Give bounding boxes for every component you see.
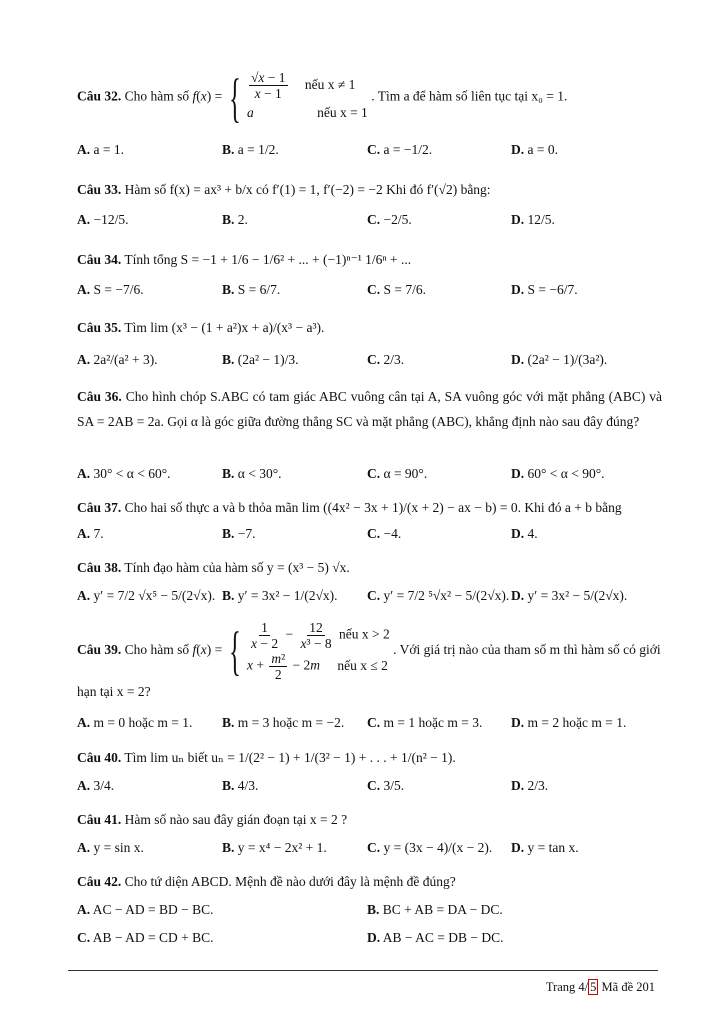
option-d[interactable]: D. 60° < α < 90°. bbox=[511, 466, 605, 481]
option-c[interactable]: C. 2/3. bbox=[367, 352, 405, 367]
option-c[interactable]: C. a = −1/2. bbox=[367, 142, 433, 157]
option-c[interactable]: C. y′ = 7/2 ⁵√x² − 5/(2√x). bbox=[367, 588, 510, 603]
case-2-value: a bbox=[246, 105, 254, 120]
question-text: Tính đạo hàm của hàm số y = (x³ − 5) √x. bbox=[124, 560, 350, 575]
question-text: Cho tứ diện ABCD. Mệnh đề nào dưới đây là mệnh đề đúng? bbox=[124, 874, 456, 889]
question-41 bbox=[77, 810, 662, 830]
question-37 bbox=[77, 498, 662, 518]
option-a[interactable]: A. 30° < α < 60°. bbox=[77, 466, 171, 481]
option-d[interactable]: D. a = 0. bbox=[511, 142, 558, 157]
function-name: f bbox=[192, 88, 197, 104]
page-footer bbox=[546, 980, 655, 995]
footer-page-total: 5 bbox=[590, 980, 597, 994]
question-40 bbox=[77, 748, 662, 768]
option-c[interactable]: C. AB − AD = CD + BC. bbox=[77, 930, 214, 945]
question-label: Câu 36. bbox=[77, 389, 122, 404]
option-d[interactable]: D. 12/5. bbox=[511, 212, 555, 227]
question-tail: . Tìm a để hàm số liên tục tại x₀ = 1. bbox=[371, 88, 568, 104]
option-b[interactable]: B. a = 1/2. bbox=[222, 142, 279, 157]
question-text: Cho hàm số bbox=[124, 642, 190, 658]
option-a[interactable]: A. S = −7/6. bbox=[77, 282, 144, 297]
question-label: Câu 37. bbox=[77, 500, 122, 515]
option-a[interactable]: A. y′ = 7/2 √x⁵ − 5/(2√x). bbox=[77, 588, 216, 603]
question-32: Câu 32. Cho hàm số f(x) = { $\frac{√x - 1}{x - 1}$ nếu x ≠ 1 a nếu x = 1 . Tìm a để hàm số liên tục tại x₀ = 1. bbox=[77, 67, 568, 128]
option-a[interactable]: A. a = 1. bbox=[77, 142, 124, 157]
option-b[interactable]: B. 4/3. bbox=[222, 778, 259, 793]
question-text: Hàm số f(x) = ax³ + b/x có f′(1) = 1, f′(−2) = −2 Khi đó f′(√2) bằng: bbox=[124, 182, 491, 197]
option-d[interactable]: D. 4. bbox=[511, 526, 538, 541]
option-b[interactable]: B. y = x⁴ − 2x² + 1. bbox=[222, 840, 327, 855]
option-c[interactable]: C. −2/5. bbox=[367, 212, 412, 227]
option-a[interactable]: A. 7. bbox=[77, 526, 104, 541]
piecewise-cases: $\frac{1}{x - 2}$ − $\frac{12}{\text{x³ − 8}}$ nếu x > 2 x + $\frac{\text{m²}}{2}$ − 2m nếu x ≤ 2 bbox=[246, 620, 390, 682]
case-1-condition: nếu x > 2 bbox=[339, 626, 390, 642]
option-c[interactable]: C. α = 90°. bbox=[367, 466, 428, 481]
question-label: Câu 41. bbox=[77, 812, 122, 827]
question-text: Hàm số nào sau đây gián đoạn tại x = 2 ? bbox=[124, 812, 348, 827]
question-text: Tính tổng S = −1 + 1/6 − 1/6² + ... + (−1)ⁿ⁻¹ 1/6ⁿ + ... bbox=[124, 252, 412, 267]
option-a[interactable]: A. m = 0 hoặc m = 1. bbox=[77, 715, 193, 730]
question-33 bbox=[77, 180, 662, 200]
option-b[interactable]: B. 2. bbox=[222, 212, 248, 227]
question-34 bbox=[77, 250, 662, 270]
option-b[interactable]: B. (2a² − 1)/3. bbox=[222, 352, 299, 367]
option-d[interactable]: D. y′ = 3x² − 5/(2√x). bbox=[511, 588, 628, 603]
option-a[interactable]: A. 2a²/(a² + 3). bbox=[77, 352, 158, 367]
option-d[interactable]: D. 2/3. bbox=[511, 778, 549, 793]
option-a[interactable]: A. 3/4. bbox=[77, 778, 115, 793]
question-text: Cho hai số thực a và b thỏa mãn lim ((4x² − 3x + 1)/(x + 2) − ax − b) = 0. Khi đó a + b bằng bbox=[124, 500, 622, 515]
footer-exam-code: Mã đề 201 bbox=[598, 980, 655, 994]
question-label: Câu 33. bbox=[77, 182, 122, 197]
option-b[interactable]: B. −7. bbox=[222, 526, 256, 541]
question-text: Tìm lim uₙ biết uₙ = 1/(2² − 1) + 1/(3² − 1) + . . . + 1/(n² − 1). bbox=[124, 750, 456, 765]
option-d[interactable]: D. AB − AC = DB − DC. bbox=[367, 930, 504, 945]
question-38 bbox=[77, 558, 662, 578]
question-42 bbox=[77, 872, 662, 892]
left-brace: { bbox=[228, 67, 241, 128]
option-c[interactable]: C. S = 7/6. bbox=[367, 282, 426, 297]
option-a[interactable]: A. AC − AD = BD − BC. bbox=[77, 902, 214, 917]
option-d[interactable]: D. y = tan x. bbox=[511, 840, 579, 855]
question-text: Cho hàm số bbox=[124, 88, 190, 104]
question-tail: . Với giá trị nào của tham số m thì hàm số có giới hạn tại x = 2? bbox=[77, 642, 661, 699]
option-b[interactable]: B. α < 30°. bbox=[222, 466, 282, 481]
option-d[interactable]: D. (2a² − 1)/(3a²). bbox=[511, 352, 608, 367]
question-label: Câu 38. bbox=[77, 560, 122, 575]
option-c[interactable]: C. −4. bbox=[367, 526, 402, 541]
option-b[interactable]: B. BC + AB = DA − DC. bbox=[367, 902, 503, 917]
option-d[interactable]: D. S = −6/7. bbox=[511, 282, 578, 297]
option-c[interactable]: C. 3/5. bbox=[367, 778, 405, 793]
question-text: Tìm lim (x³ − (1 + a²)x + a)/(x³ − a³). bbox=[124, 320, 325, 335]
question-label: Câu 32. bbox=[77, 88, 122, 104]
option-a[interactable]: A. −12/5. bbox=[77, 212, 129, 227]
option-b[interactable]: B. m = 3 hoặc m = −2. bbox=[222, 715, 345, 730]
option-c[interactable]: C. y = (3x − 4)/(x − 2). bbox=[367, 840, 493, 855]
case-2-condition: nếu x ≤ 2 bbox=[337, 657, 388, 673]
option-c[interactable]: C. m = 1 hoặc m = 3. bbox=[367, 715, 483, 730]
case-1-condition: nếu x ≠ 1 bbox=[304, 76, 356, 92]
question-label: Câu 39. bbox=[77, 642, 122, 658]
question-label: Câu 42. bbox=[77, 874, 122, 889]
left-brace: { bbox=[228, 621, 241, 681]
footer-divider bbox=[68, 970, 658, 971]
footer-page-prefix: Trang 4/ bbox=[545, 980, 589, 994]
question-35 bbox=[77, 318, 662, 338]
option-b[interactable]: B. y′ = 3x² − 1/(2√x). bbox=[222, 588, 338, 603]
question-36 bbox=[77, 384, 662, 434]
question-39: Câu 39. Cho hàm số f(x) = { $\frac{1}{x - 2}$ − $\frac{12}{\text{x³ − 8}}$ nếu x > 2 x + $\frac{\text{m²}}{2}$ − 2m nếu x ≤ 2 . Với giá trị nào của tham số m thì hàm số có giới hạn tại x = 2? bbox=[77, 620, 661, 699]
question-label: Câu 35. bbox=[77, 320, 122, 335]
option-a[interactable]: A. y = sin x. bbox=[77, 840, 144, 855]
question-label: Câu 40. bbox=[77, 750, 122, 765]
case-2-condition: nếu x = 1 bbox=[317, 105, 368, 120]
option-b[interactable]: B. S = 6/7. bbox=[222, 282, 281, 297]
piecewise-cases: $\frac{√x - 1}{x - 1}$ nếu x ≠ 1 a nếu x = 1 bbox=[246, 70, 368, 120]
question-label: Câu 34. bbox=[77, 252, 122, 267]
question-text: Cho hình chóp S.ABC có tam giác ABC vuông cân tại A, SA vuông góc với mặt phẳng (ABC) và SA = 2AB = 2a. Gọi α là góc giữa đường thẳng SC và mặt phẳng (ABC), khẳng định nào sau đây đúng? bbox=[77, 389, 663, 429]
option-d[interactable]: D. m = 2 hoặc m = 1. bbox=[511, 715, 627, 730]
